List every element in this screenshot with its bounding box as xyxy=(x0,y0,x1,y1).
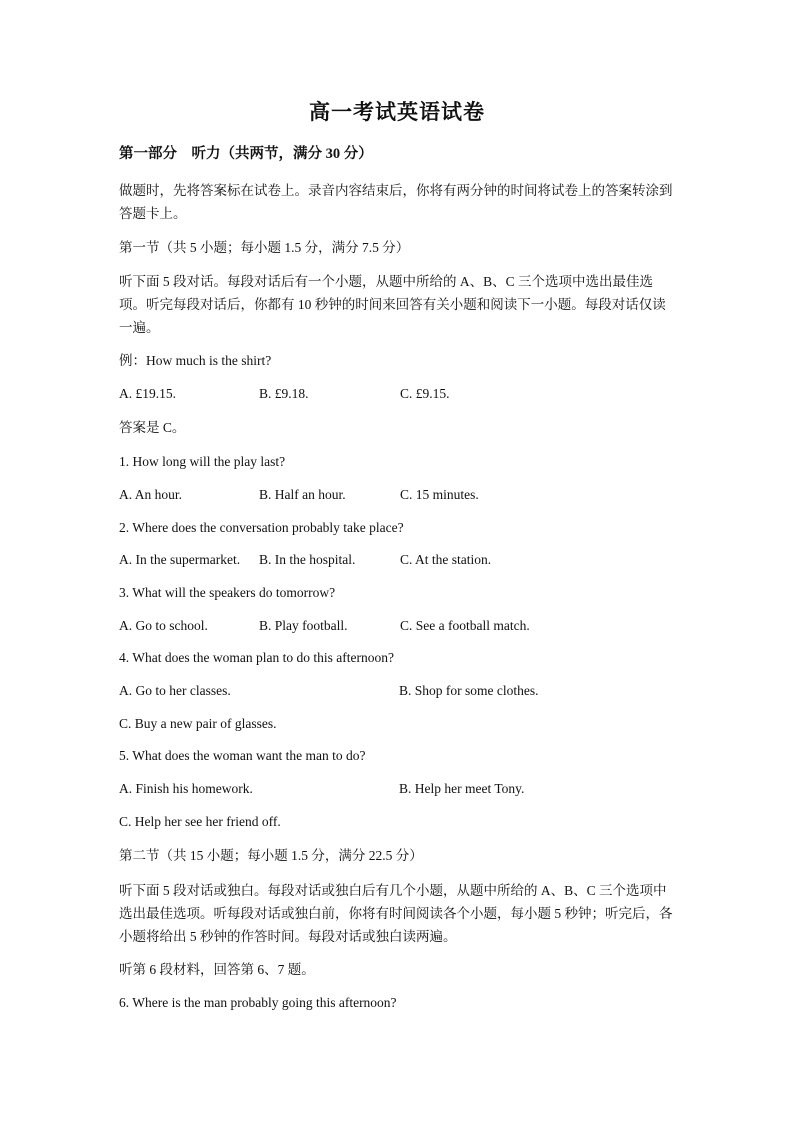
example-answer: 答案是 C。 xyxy=(119,420,186,435)
question-4-option-c-row xyxy=(119,714,675,734)
q5-option-b: B. Help her meet Tony. xyxy=(399,781,525,796)
question-1: 1. How long will the play last? xyxy=(119,454,286,469)
section2-directions: 听下面 5 段对话或独白。每段对话或独白后有几个小题，从题中所给的 A、B、C 三个选项中选出最佳选项。听每段对话或独白前，你将有时间阅读各个小题，每小题 5 秒钟；听完后，各小题将给出 5 秒钟的作答时间。每段对话或独白读两遍。 xyxy=(119,883,673,944)
example-option-c: C. £9.15. xyxy=(400,386,450,401)
q5-option-a: A. Finish his homework. xyxy=(119,781,253,796)
example-option-a: A. £19.15. xyxy=(119,386,176,401)
material-6-note: 听第 6 段材料，回答第 6、7 题。 xyxy=(119,962,315,977)
q2-option-c: C. At the station. xyxy=(400,552,492,567)
question-5-options xyxy=(119,779,675,799)
question-2-options xyxy=(119,550,675,570)
q5-option-c: C. Help her see her friend off. xyxy=(119,814,281,829)
q4-option-c: C. Buy a new pair of glasses. xyxy=(119,716,277,731)
question-6: 6. Where is the man probably going this afternoon? xyxy=(119,995,397,1010)
q3-option-c: C. See a football match. xyxy=(400,618,530,633)
question-5-option-c-row xyxy=(119,812,675,832)
q3-option-b: B. Play football. xyxy=(259,618,348,633)
section1-directions: 听下面 5 段对话。每段对话后有一个小题，从题中所给的 A、B、C 三个选项中选出最佳选项。听完每段对话后，你都有 10 秒钟的时间来回答有关小题和阅读下一小题。每段对话仅读一遍。 xyxy=(119,274,666,335)
q4-option-b: B. Shop for some clothes. xyxy=(399,683,539,698)
q4-option-a: A. Go to her classes. xyxy=(119,683,231,698)
question-3-options xyxy=(119,616,675,636)
question-3: 3. What will the speakers do tomorrow? xyxy=(119,585,336,600)
question-1-options xyxy=(119,485,675,505)
q1-option-a: A. An hour. xyxy=(119,487,183,502)
q1-option-b: B. Half an hour. xyxy=(259,487,346,502)
instructions: 做题时，先将答案标在试卷上。录音内容结束后，你将有两分钟的时间将试卷上的答案转涂到答题卡上。 xyxy=(119,183,673,221)
part1-heading: 第一部分 听力（共两节，满分 30 分） xyxy=(119,146,373,162)
q1-option-c: C. 15 minutes. xyxy=(400,487,479,502)
question-5: 5. What does the woman want the man to do? xyxy=(119,748,366,763)
example-option-b: B. £9.18. xyxy=(259,386,309,401)
section2-heading: 第二节（共 15 小题；每小题 1.5 分，满分 22.5 分） xyxy=(119,848,423,863)
q3-option-a: A. Go to school. xyxy=(119,618,208,633)
q2-option-b: B. In the hospital. xyxy=(259,552,356,567)
question-2: 2. Where does the conversation probably take place? xyxy=(119,520,404,535)
page-title: 高一考试英语试卷 xyxy=(309,100,485,124)
example-options xyxy=(119,384,675,404)
example-question: 例：How much is the shirt? xyxy=(119,353,272,368)
question-4-options xyxy=(119,681,675,701)
q2-option-a: A. In the supermarket. xyxy=(119,552,241,567)
question-4: 4. What does the woman plan to do this afternoon? xyxy=(119,650,394,665)
section1-heading: 第一节（共 5 小题；每小题 1.5 分，满分 7.5 分） xyxy=(119,240,410,255)
